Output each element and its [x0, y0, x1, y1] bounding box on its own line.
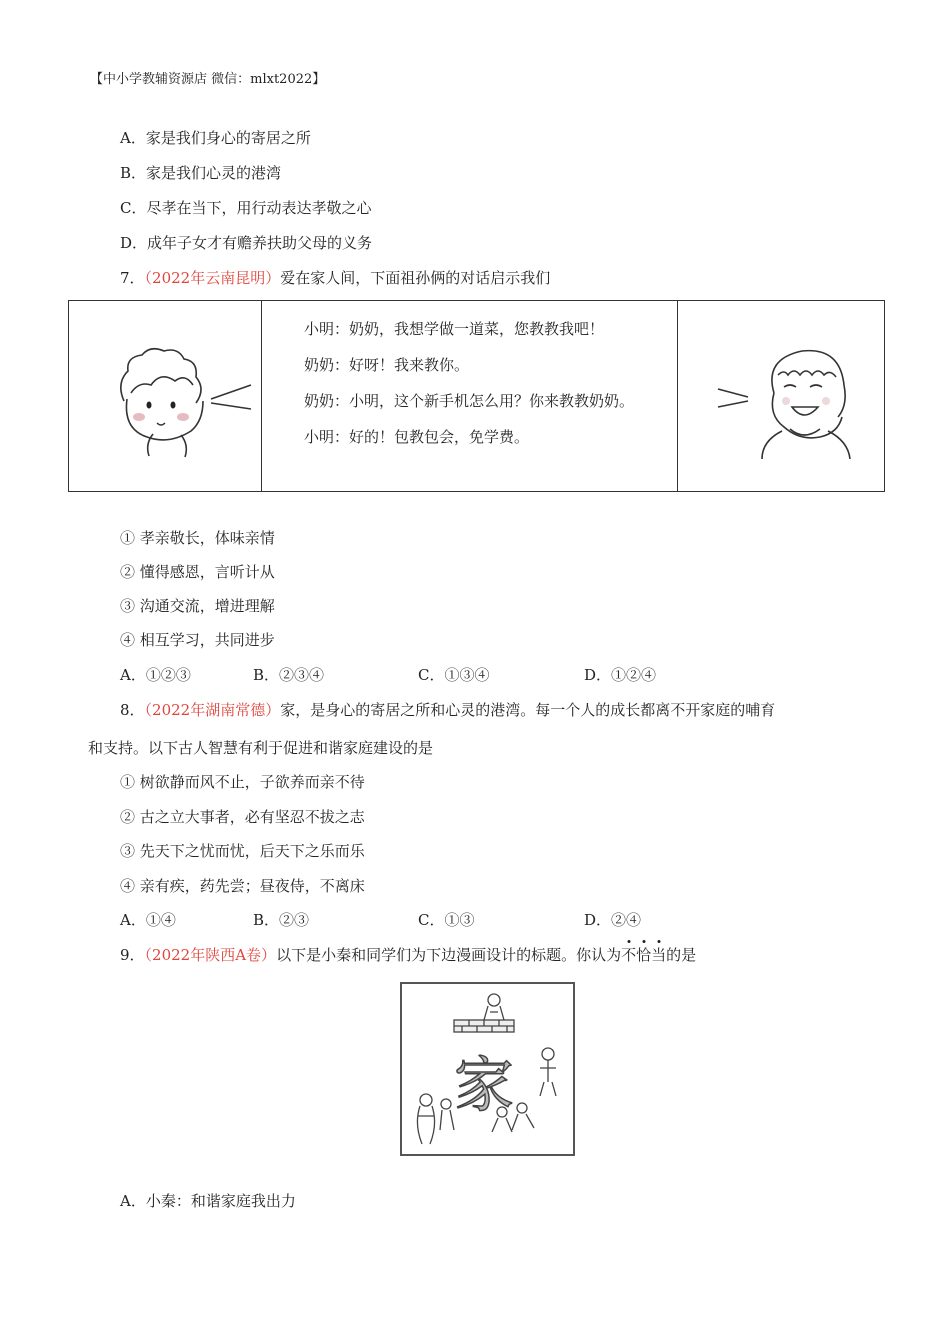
page-header: 【中小学教辅资源店 微信：mlxt2022】	[90, 72, 326, 87]
q7-options	[120, 665, 656, 685]
q6-option-c[interactable]: C．尽孝在当下，用行动表达孝敬之心	[120, 199, 372, 217]
q9-stem-before: 以下是小秦和同学们为下边漫画设计的标题。你认为	[276, 946, 622, 964]
boy-illustration	[69, 301, 261, 487]
q8-stem-text: 家，是身心的寄居之所和心灵的港湾。每一个人的成长都离不开家庭的哺育	[280, 701, 776, 719]
q7-source: （2022年云南昆明）	[144, 269, 281, 287]
family-cartoon	[400, 982, 575, 1156]
q8-statement-4: ④ 亲有疾，药先尝；昼夜侍，不离床	[120, 877, 365, 895]
q7-stem-text: 爱在家人间，下面祖孙俩的对话启示我们	[280, 269, 551, 287]
q7-option-d[interactable]: D．①②④	[584, 666, 657, 684]
q9-source: （2022年陕西A卷）	[144, 946, 277, 964]
dialog-line-1: 小明：奶奶，我想学做一道菜，您教教我吧！	[304, 320, 605, 338]
q7-option-c[interactable]: C．①③④	[418, 666, 490, 684]
q8-option-c[interactable]: C．①③	[418, 911, 475, 929]
q6-option-d[interactable]: D．成年子女才有赡养扶助父母的义务	[120, 234, 373, 252]
q9-stem-after: 的是	[666, 946, 697, 964]
q7-option-b[interactable]: B．②③④	[253, 666, 325, 684]
q8-stem-line1	[120, 700, 775, 720]
q9-stem	[120, 945, 696, 965]
q9-emph-char-1: 不	[621, 946, 637, 964]
q8-source: （2022年湖南常德）	[144, 701, 281, 719]
dialog-table	[68, 300, 885, 492]
q6-option-b[interactable]: B．家是我们心灵的港湾	[120, 164, 282, 182]
q7-statement-3: ③ 沟通交流，增进理解	[120, 597, 275, 615]
q9-number: 9．	[120, 946, 145, 964]
q8-statement-1: ① 树欲静而风不止，子欲养而亲不待	[120, 773, 365, 791]
dialog-line-3: 奶奶：小明，这个新手机怎么用？你来教教奶奶。	[304, 392, 635, 410]
q8-options	[120, 910, 641, 930]
q9-emph-char-2: 恰	[636, 946, 652, 964]
q7-number: 7．	[120, 269, 145, 287]
q9-option-a[interactable]: A．小秦：和谐家庭我出力	[120, 1192, 296, 1210]
q6-option-a[interactable]: A．家是我们身心的寄居之所	[120, 129, 311, 147]
q8-option-d[interactable]: D．②④	[584, 911, 642, 929]
q9-emph-char-3: 当	[651, 946, 667, 964]
dialog-line-4: 小明：好的！包教包会，免学费。	[304, 428, 530, 446]
grandma-illustration	[678, 301, 884, 487]
dialog-line-2: 奶奶：好呀！我来教你。	[304, 356, 470, 374]
q7-statement-1: ① 孝亲敬长，体味亲情	[120, 529, 275, 547]
q7-option-a[interactable]: A．①②③	[120, 666, 191, 684]
family-cartoon-drawing	[402, 984, 573, 1154]
grandma-cell	[678, 301, 885, 492]
q8-option-b[interactable]: B．②③	[253, 911, 310, 929]
cartoon-home-character: 家	[454, 1051, 514, 1121]
dialog-cell	[262, 301, 678, 492]
boy-cell	[69, 301, 262, 492]
q7-stem	[120, 268, 550, 288]
q8-option-a[interactable]: A．①④	[120, 911, 176, 929]
q7-statement-2: ② 懂得感恩，言听计从	[120, 563, 275, 581]
q7-statement-4: ④ 相互学习，共同进步	[120, 631, 275, 649]
q8-stem-line2: 和支持。以下古人智慧有利于促进和谐家庭建设的是	[88, 739, 434, 757]
q8-number: 8．	[120, 701, 145, 719]
q8-statement-2: ② 古之立大事者，必有坚忍不拔之志	[120, 808, 365, 826]
q8-statement-3: ③ 先天下之忧而忧，后天下之乐而乐	[120, 842, 365, 860]
